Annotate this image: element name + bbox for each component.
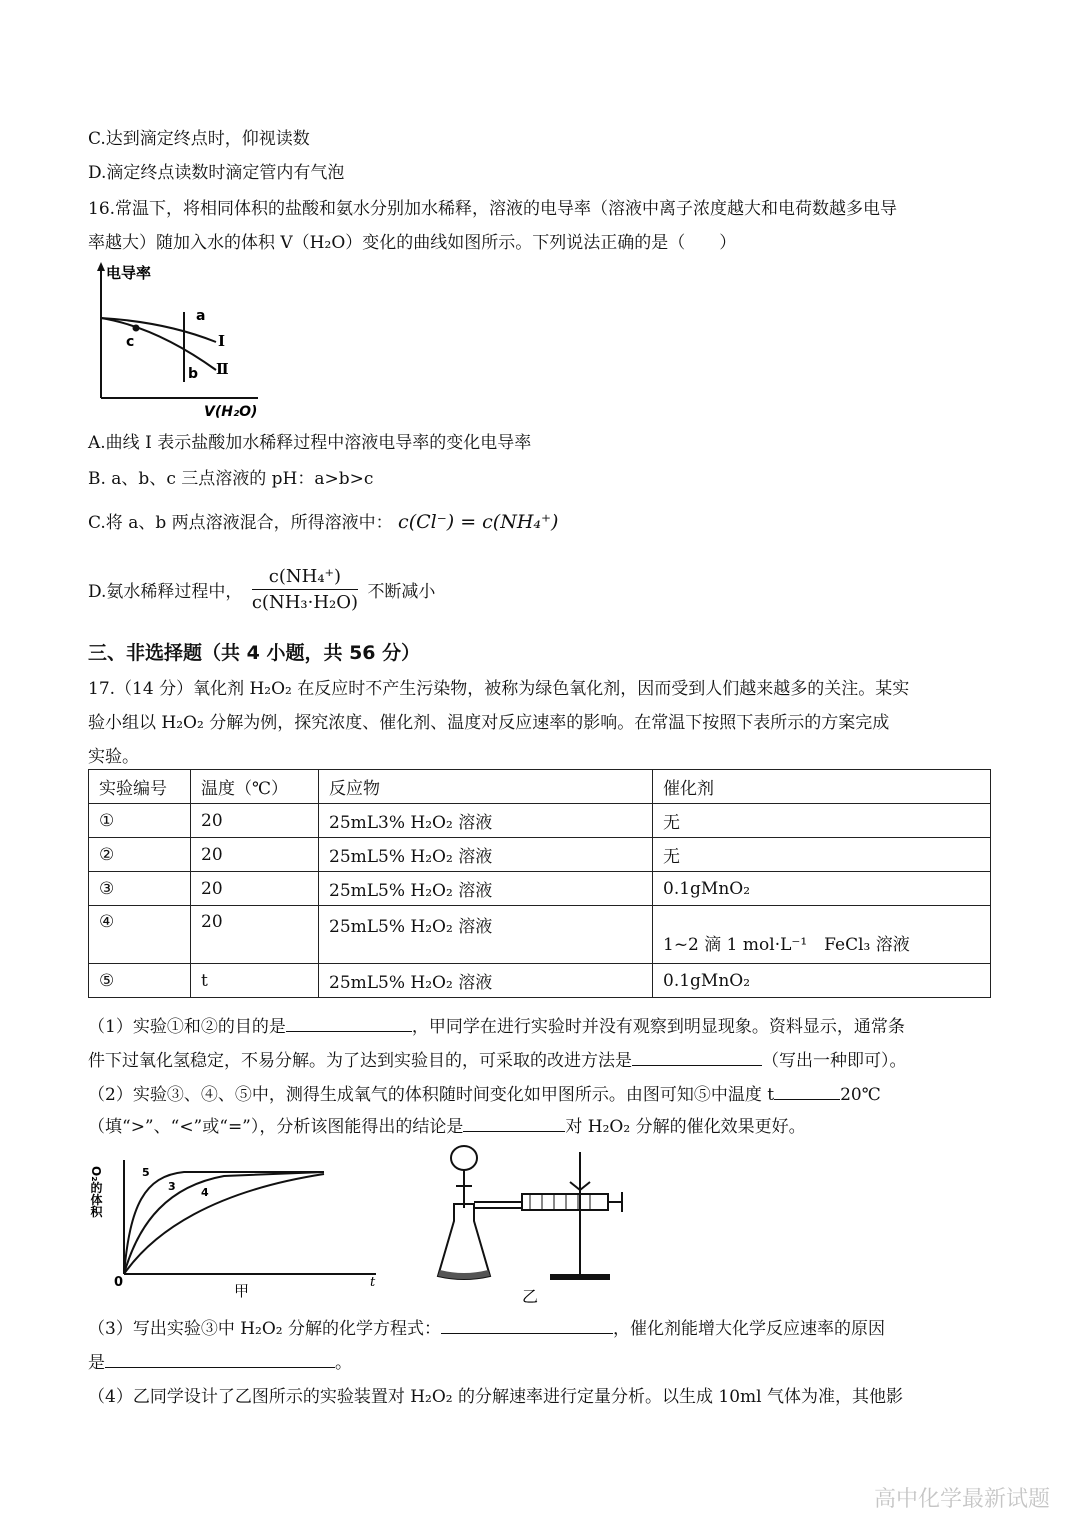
table-cell: 20 xyxy=(191,838,319,872)
table-cell: 20 xyxy=(191,804,319,838)
q16-option-c xyxy=(88,508,558,533)
q17-part2-d: 对 H₂O₂ 分解的催化效果更好。 xyxy=(565,1117,806,1137)
q16-option-b: B. a、b、c 三点溶液的 pH：a>b>c xyxy=(88,469,374,489)
q17-part1-b: ，甲同学在进行实验时并没有观察到明显现象。资料显示，通常条 xyxy=(411,1017,905,1037)
ylabel: 电导率 xyxy=(106,264,152,282)
watermark: 高中化学最新试题 xyxy=(873,1487,1050,1512)
q17-part3-a: （3）写出实验③中 H₂O₂ 分解的化学方程式： xyxy=(88,1319,442,1339)
label-b: b xyxy=(188,366,199,382)
q16-option-c-formula: c(Cl⁻) = c(NH₄⁺) xyxy=(398,511,559,533)
table-cell: 25mL5% H₂O₂ 溶液 xyxy=(319,838,653,872)
curve-4 xyxy=(124,1174,324,1274)
label-c: c xyxy=(126,334,135,350)
xlabel: V(H₂O) xyxy=(204,404,258,420)
q17-part2-b: 20℃ xyxy=(840,1085,881,1105)
table-cell: 25mL3% H₂O₂ 溶液 xyxy=(319,804,653,838)
q17-part3-line1 xyxy=(88,1314,885,1339)
q17-intro-line2: 验小组以 H₂O₂ 分解为例，探究浓度、催化剂、温度对反应速率的影响。在常温下按照下表所示的方案完成 xyxy=(88,713,890,733)
table-cell: 25mL5% H₂O₂ 溶液 xyxy=(319,906,653,964)
q17-part3-c: 是 xyxy=(88,1353,105,1373)
table-cell: 无 xyxy=(653,804,991,838)
ylabel-o2: O₂的体积 xyxy=(89,1166,103,1218)
table-cell: ① xyxy=(89,804,191,838)
answer-blank[interactable] xyxy=(286,1013,412,1032)
table-row xyxy=(89,872,991,906)
point-c xyxy=(133,325,140,332)
q17-part1-c: 件下过氧化氢稳定，不易分解。为了达到实验目的，可采取的改进方法是 xyxy=(88,1051,632,1071)
table-cell: 25mL5% H₂O₂ 溶液 xyxy=(319,964,653,998)
q17-part2-a: （2）实验③、④、⑤中，测得生成氧气的体积随时间变化如甲图所示。由图可知⑤中温度 t xyxy=(88,1085,775,1105)
table-cell: 25mL5% H₂O₂ 溶液 xyxy=(319,872,653,906)
table-cell: ⑤ xyxy=(89,964,191,998)
table-cell: 无 xyxy=(653,838,991,872)
q17-part2-line2 xyxy=(88,1112,806,1137)
label-a: a xyxy=(196,308,206,324)
label-curve-3: 3 xyxy=(168,1180,176,1193)
table-cell: 1~2 滴 1 mol·L⁻¹ FeCl₃ 溶液 xyxy=(653,906,991,964)
q17-part1-line1 xyxy=(88,1012,905,1037)
table-row xyxy=(89,964,991,998)
table-row xyxy=(89,838,991,872)
label-curve-5: 5 xyxy=(142,1166,150,1179)
stand-base xyxy=(550,1274,610,1280)
table-cell: t xyxy=(191,964,319,998)
q17-part1-d: （写出一种即可）。 xyxy=(762,1051,907,1071)
q16-option-d-text: D.氨水稀释过程中， xyxy=(88,582,243,602)
q17-part2-c: （填“>”、“<”或“=”），分析该图能得出的结论是 xyxy=(88,1117,464,1137)
table-cell: ② xyxy=(89,838,191,872)
q16-option-c-text: C.将 a、b 两点溶液混合，所得溶液中： xyxy=(88,513,393,533)
q16-option-a: A.曲线 I 表示盐酸加水稀释过程中溶液电导率的变化电导率 xyxy=(88,433,532,453)
q17-part1-line2 xyxy=(88,1046,907,1071)
q15-option-d: D.滴定终点读数时滴定管内有气泡 xyxy=(88,163,345,183)
q16-option-d xyxy=(88,566,435,613)
table-cell: ④ xyxy=(89,906,191,964)
q17-intro-line3: 实验。 xyxy=(88,747,139,767)
label-curve-4: 4 xyxy=(201,1186,209,1199)
q17-part3-line2 xyxy=(88,1348,352,1373)
oxygen-volume-graph xyxy=(89,1146,384,1306)
q16-stem-line1: 16.常温下，将相同体积的盐酸和氨水分别加水稀释，溶液的电导率（溶液中离子浓度越大和电荷数越多电导 xyxy=(88,199,898,219)
apparatus-diagram xyxy=(430,1146,630,1306)
table-header-row xyxy=(89,770,991,804)
fraction-denominator: c(NH₃·H₂O) xyxy=(251,592,359,613)
origin-label: 0 xyxy=(114,1275,124,1290)
q16-option-d-fraction xyxy=(252,566,358,613)
table-cell: 0.1gMnO₂ xyxy=(653,872,991,906)
experiment-table xyxy=(88,769,991,998)
answer-blank[interactable] xyxy=(774,1081,840,1100)
q17-part3-b: ，催化剂能增大化学反应速率的原因 xyxy=(613,1319,886,1339)
answer-blank[interactable] xyxy=(441,1315,613,1334)
section-heading: 三、非选择题（共 4 小题，共 56 分） xyxy=(88,642,421,664)
header-cell: 温度（℃） xyxy=(191,770,319,804)
curve-3 xyxy=(124,1172,324,1274)
table-cell: 20 xyxy=(191,906,319,964)
q16-option-d-tail: 不断减小 xyxy=(367,582,436,602)
table-row xyxy=(89,804,991,838)
header-cell: 反应物 xyxy=(319,770,653,804)
answer-blank[interactable] xyxy=(105,1349,335,1368)
xlabel-t: t xyxy=(370,1275,376,1290)
table-cell: 0.1gMnO₂ xyxy=(653,964,991,998)
answer-blank[interactable] xyxy=(632,1047,762,1066)
separatory-funnel xyxy=(451,1146,477,1170)
label-curve-1: I xyxy=(218,332,226,350)
q17-part3-d: 。 xyxy=(335,1353,352,1373)
answer-blank[interactable] xyxy=(463,1113,565,1132)
q17-part2-line1 xyxy=(88,1080,881,1105)
table-cell: 20 xyxy=(191,872,319,906)
conductivity-graph xyxy=(86,262,266,422)
curve-5 xyxy=(124,1172,324,1274)
header-cell: 催化剂 xyxy=(653,770,991,804)
label-curve-2: Ⅱ xyxy=(216,360,229,378)
table-cell: ③ xyxy=(89,872,191,906)
gas-syringe xyxy=(522,1194,608,1210)
q16-stem-line2: 率越大）随加入水的体积 V（H₂O）变化的曲线如图所示。下列说法正确的是（ ） xyxy=(88,233,737,253)
header-cell: 实验编号 xyxy=(89,770,191,804)
caption-jia: 甲 xyxy=(234,1282,250,1300)
table-row xyxy=(89,906,991,964)
fraction-numerator: c(NH₄⁺) xyxy=(252,566,358,590)
flask xyxy=(438,1204,490,1279)
q17-intro-line1: 17.（14 分）氧化剂 H₂O₂ 在反应时不产生污染物，被称为绿色氧化剂，因而受到人们越来越多的关注。某实 xyxy=(88,679,910,699)
q15-option-c: C.达到滴定终点时，仰视读数 xyxy=(88,129,310,149)
q17-part1-a: （1）实验①和②的目的是 xyxy=(88,1017,286,1037)
caption-yi: 乙 xyxy=(522,1287,539,1306)
q17-part4-line1: （4）乙同学设计了乙图所示的实验装置对 H₂O₂ 的分解速率进行定量分析。以生成 10ml 气体为准，其他影 xyxy=(88,1387,904,1407)
